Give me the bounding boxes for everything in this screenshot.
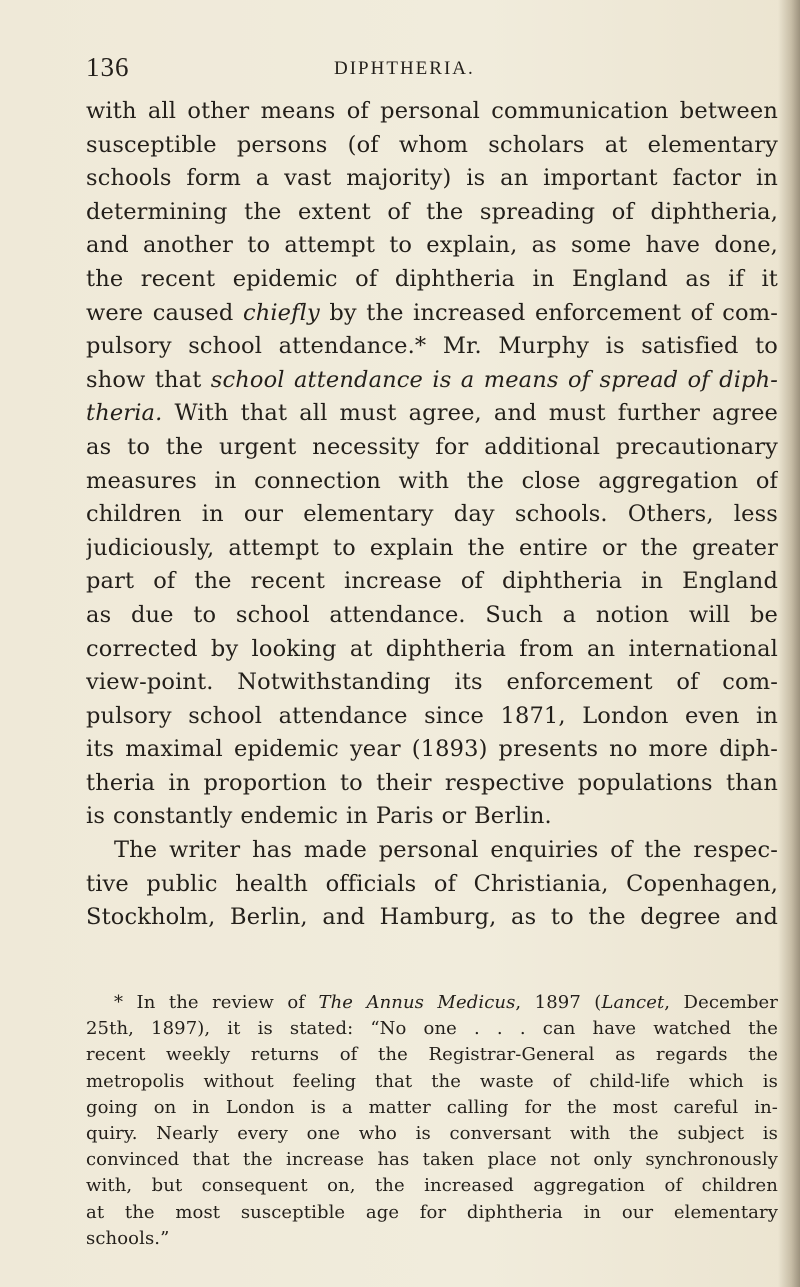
footnote <box>86 990 778 1252</box>
running-head: DIPHTHERIA. <box>334 58 475 79</box>
body-line-paragraph-start: The writer has made personal enquiries of the respec- <box>114 837 778 864</box>
body-line: measures in connection with the close aggregation of <box>86 467 778 494</box>
italic-run: chiefly <box>242 299 320 326</box>
body-line: theria. With that all must agree, and must further agree <box>86 400 778 427</box>
body-line: pulsory school attendance.* Mr. Murphy is satisfied to <box>86 333 778 360</box>
body-line: judiciously, attempt to explain the entire or the greater <box>86 534 778 561</box>
italic-run: The Annus Medicus <box>318 992 516 1013</box>
italic-run: theria. <box>86 400 163 427</box>
italic-run: Lancet <box>601 992 665 1013</box>
page-number: 136 <box>86 52 130 82</box>
body-line: tive public health officials of Christiania, Copenhagen, <box>86 870 778 897</box>
page-header <box>86 52 776 92</box>
footnote-line: recent weekly returns of the Registrar-General as regards the <box>86 1044 778 1066</box>
body-line: children in our elementary day schools. Others, less <box>86 501 778 528</box>
body-line: determining the extent of the spreading of diphtheria, <box>86 198 778 225</box>
footnote-line: * In the review of The Annus Medicus, 1897 (Lancet, December <box>114 992 778 1013</box>
footnote-line: with, but consequent on, the increased aggregation of children <box>86 1175 778 1197</box>
body-line-paragraph-end: is constantly endemic in Paris or Berlin. <box>86 803 552 830</box>
body-line: Stockholm, Berlin, and Hamburg, as to the degree and <box>86 904 778 931</box>
body-line: corrected by looking at diphtheria from an international <box>86 635 778 662</box>
body-line: susceptible persons (of whom scholars at elementary <box>86 131 778 158</box>
footnote-line: metropolis without feeling that the waste of child-life which is <box>86 1070 778 1092</box>
body-line: and another to attempt to explain, as some have done, <box>86 232 778 259</box>
footnote-line: convinced that the increase has taken place not only synchronously <box>86 1149 778 1171</box>
footnote-line: quiry. Nearly every one who is conversant with the subject is <box>86 1122 778 1144</box>
body-line: were caused chiefly by the increased enforcement of com- <box>86 299 778 326</box>
page-edge-shadow <box>778 0 800 1287</box>
body-line: the recent epidemic of diphtheria in England as if it <box>86 265 778 292</box>
body-line: show that school attendance is a means of spread of diph- <box>86 366 778 393</box>
body-line: view-point. Notwithstanding its enforcement of com- <box>86 669 778 696</box>
italic-run: school attendance is a means of spread of diph- <box>210 366 778 393</box>
body-line: as due to school attendance. Such a notion will be <box>86 601 778 628</box>
body-line: its maximal epidemic year (1893) presents no more diph- <box>86 736 778 763</box>
body-line: schools form a vast majority) is an important factor in <box>86 165 778 192</box>
footnote-line: 25th, 1897), it is stated: “No one . . . can have watched the <box>86 1018 778 1040</box>
footnote-line: at the most susceptible age for diphtheria in our elementary <box>86 1201 778 1223</box>
body-line: part of the recent increase of diphtheria in England <box>86 568 778 595</box>
body-text <box>86 95 778 935</box>
footnote-line-end: schools.” <box>86 1227 170 1249</box>
body-line: theria in proportion to their respective populations than <box>86 769 778 796</box>
body-line: pulsory school attendance since 1871, London even in <box>86 702 778 729</box>
body-line: as to the urgent necessity for additional precautionary <box>86 433 778 460</box>
footnote-line: going on in London is a matter calling for the most careful in- <box>86 1096 778 1118</box>
body-line: with all other means of personal communication between <box>86 98 778 124</box>
